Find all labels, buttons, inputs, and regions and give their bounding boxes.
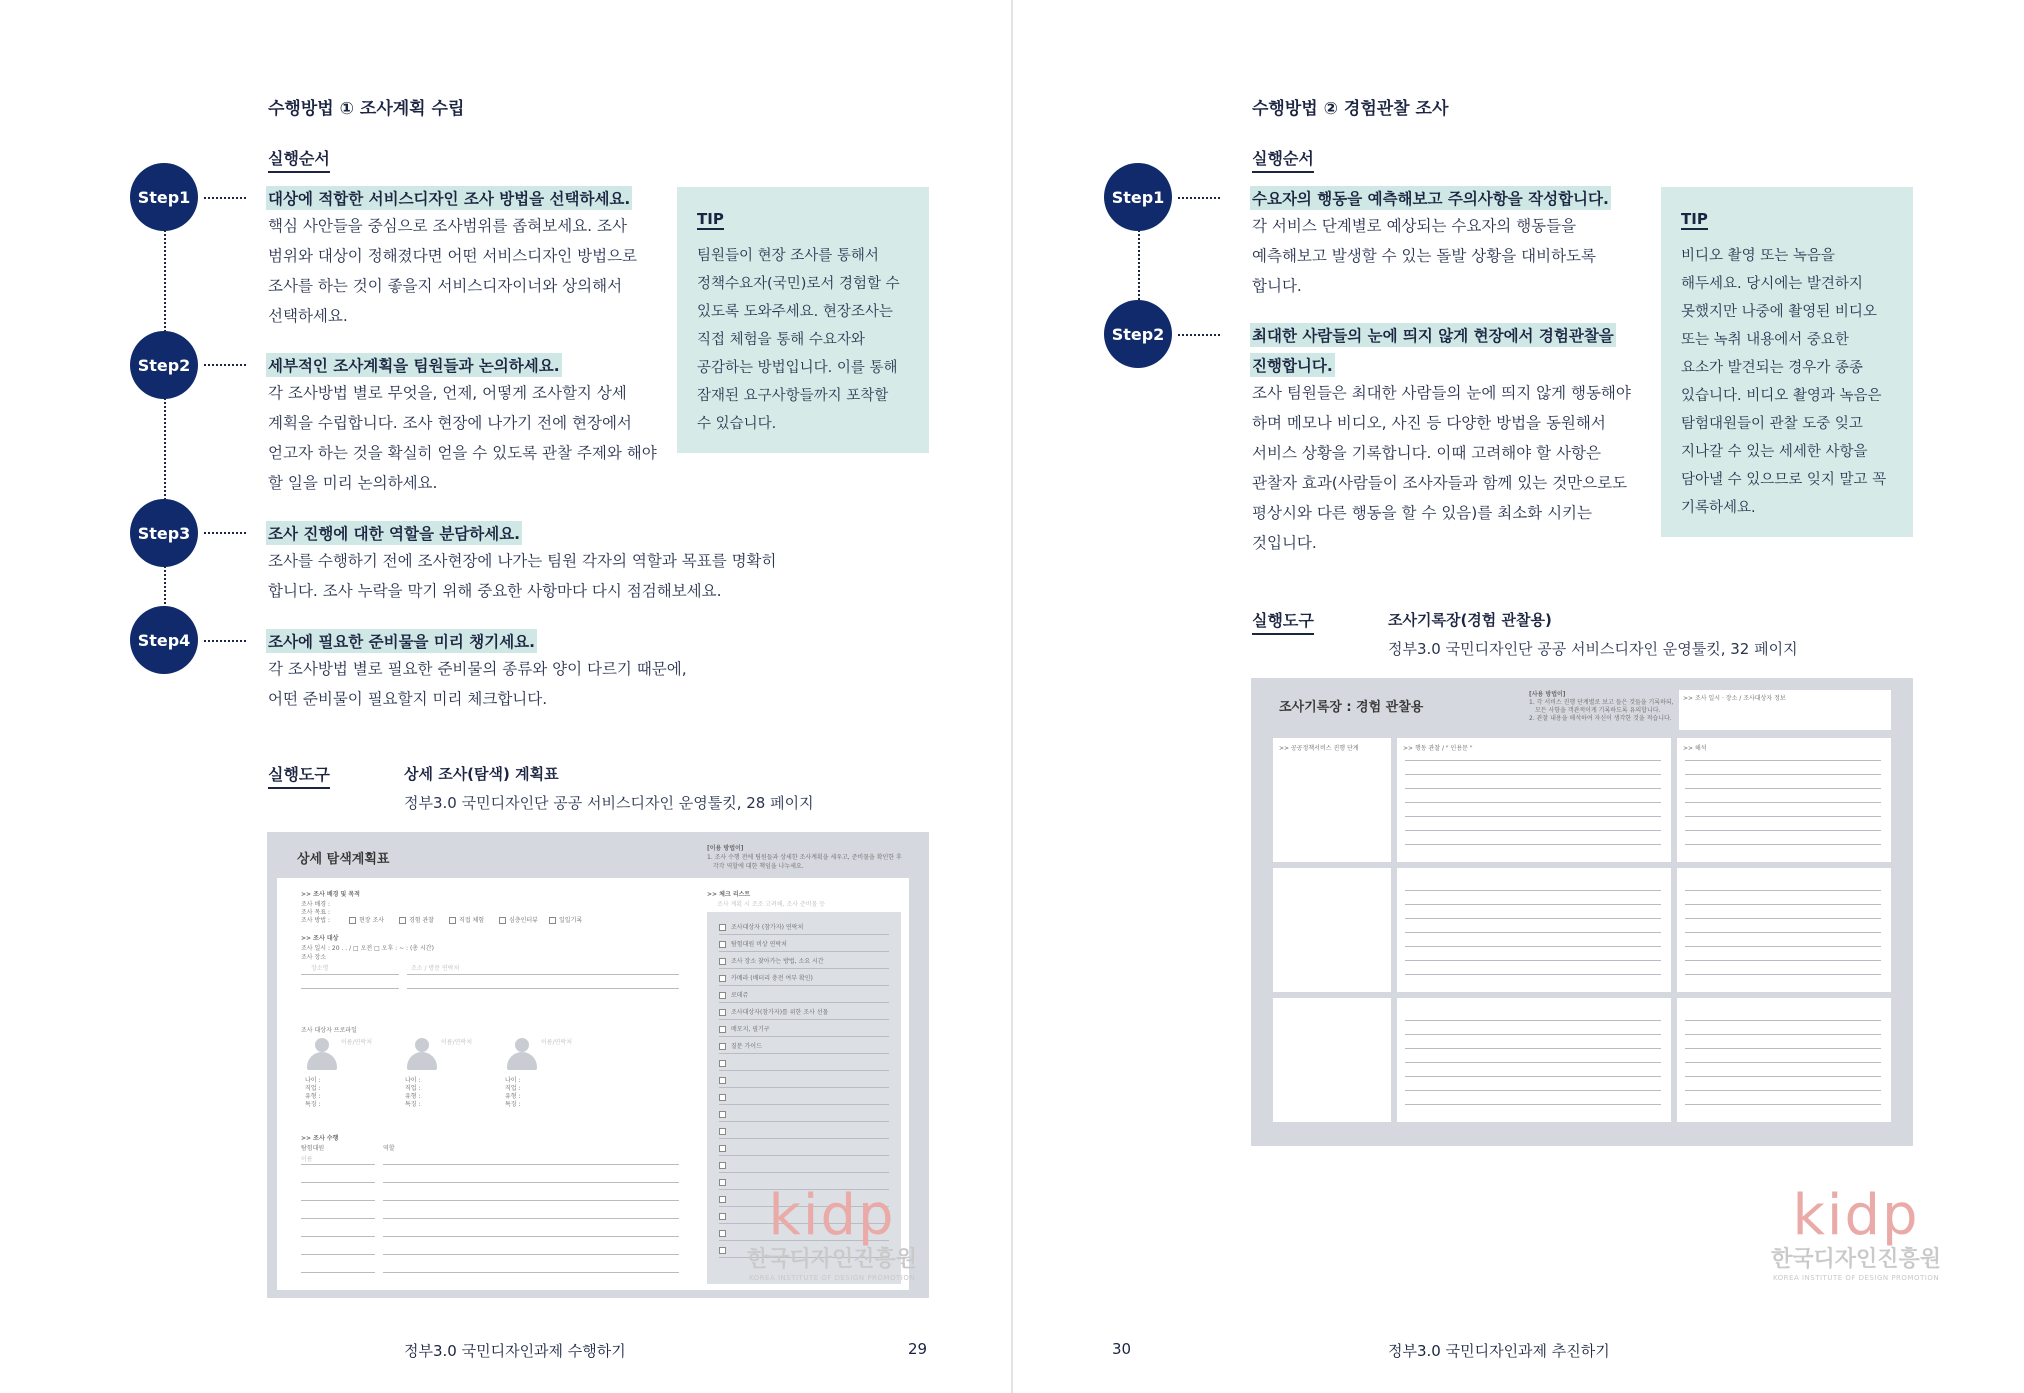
- plan-form-usage-line: 1. 조사 수행 전에 팀원들과 상세한 조사계획을 세우고, 준비물을 확인한 후: [707, 854, 902, 861]
- form-line: [301, 1254, 375, 1255]
- step-2-badge: Step2: [130, 331, 198, 399]
- section-label-tools: 실행도구: [1252, 608, 1314, 635]
- record-form-title: 조사기록장 : 경험 관찰용: [1279, 700, 1424, 715]
- interpretation-cell: [1677, 868, 1891, 992]
- person-silhouette: [505, 1038, 539, 1072]
- kidp-logo: [1766, 1183, 1946, 1282]
- plan-form-usage-line: 각각 역할에 대한 책임을 나누세요.: [713, 863, 804, 870]
- stage-header: >> 공공정책서비스 진행 단계: [1279, 745, 1359, 752]
- interpretation-cell: [1677, 998, 1891, 1122]
- plan-form-bg-row: 조사 방법 :: [301, 917, 331, 924]
- step-2-badge: Step2: [1104, 300, 1172, 368]
- step-3-leader: [204, 532, 246, 534]
- step-1-badge: Step1: [130, 163, 198, 231]
- person-field: 특징 :: [405, 1101, 421, 1108]
- section-label-steps: 실행순서: [1252, 146, 1314, 173]
- right-page: [1012, 0, 2024, 1393]
- plan-form-place-hint: 장소명: [311, 965, 329, 972]
- person-field: 유형 :: [505, 1093, 521, 1100]
- plan-form-bg-row: 조사 목표 :: [301, 909, 331, 916]
- tip-title: TIP: [1681, 210, 1708, 228]
- form-line: [301, 974, 399, 975]
- plan-form-title: 상세 탐색계획표: [297, 852, 390, 867]
- record-info-box: [1679, 690, 1891, 730]
- person-field: 나이 :: [505, 1077, 521, 1084]
- checklist-item: 로데쥬: [731, 992, 749, 999]
- checklist-item: 조사대상자(참가자)를 위한 조사 선물: [731, 1009, 829, 1016]
- record-form-thumbnail: [1251, 678, 1913, 1146]
- form-line: [301, 1182, 375, 1183]
- method-label: 심층인터뷰: [509, 917, 538, 924]
- plan-form-bg-title: >> 조사 배경 및 목적: [301, 891, 360, 898]
- tool-reference: 정부3.0 국민디자인단 공공 서비스디자인 운영툴킷, 28 페이지: [404, 794, 814, 812]
- person-silhouette: [405, 1038, 439, 1072]
- page-heading: 수행방법 ② 경험관찰 조사: [1252, 99, 1449, 119]
- step-2-body: 조사 팀원들은 최대한 사람들의 눈에 띄지 않게 행동해야 하며 메모나 비디오, 사진 등 다양한 방법을 동원해서 서비스 상황을 기록합니다. 이때 고려해야 할 사항은 관찰자 효과(사람들이 조사자들과 함께 있는 것만으로도 평상시와 다른 행동을 할 수 있음)를 최소화 시키는 것입니다.: [1252, 384, 1631, 552]
- step-4-badge: Step4: [130, 606, 198, 674]
- plan-form-usage-title: [이용 방법이]: [707, 845, 744, 852]
- interpretation-cell: [1677, 738, 1891, 862]
- plan-form-exec-title: >> 조사 수행: [301, 1135, 339, 1142]
- stage-cell: [1273, 868, 1391, 992]
- method-label: 현장 조사: [359, 917, 385, 924]
- step-1-body: 각 서비스 단계별로 예상되는 수요자의 행동들을 예측해보고 발생할 수 있는 돌발 상황을 대비하도록 합니다.: [1252, 217, 1596, 295]
- person-field: 유형 :: [405, 1093, 421, 1100]
- person-field: 나이 :: [305, 1077, 321, 1084]
- observation-cell: [1397, 868, 1671, 992]
- form-line: [301, 1200, 375, 1201]
- stage-cell: [1273, 998, 1391, 1122]
- person-field: 직업 :: [305, 1085, 321, 1092]
- plan-form-team-label: 탐험대원: [301, 1145, 325, 1152]
- section-label-tools: 실행도구: [268, 762, 330, 789]
- step-1-title: 대상에 적합한 서비스디자인 조사 방법을 선택하세요.: [266, 186, 632, 210]
- checklist-title: >> 체크 리스트: [707, 891, 751, 898]
- form-line: [301, 1164, 375, 1165]
- form-line: [383, 1164, 679, 1165]
- form-line: [383, 1254, 679, 1255]
- kidp-logo-name-en: KOREA INSTITUTE OF DESIGN PROMOTION: [748, 1274, 916, 1282]
- record-form-usage-line: 모든 사항을 객관적이게 기록하도록 유의합니다.: [1535, 707, 1661, 714]
- step-1-leader: [204, 197, 246, 199]
- page-number: 29: [908, 1340, 928, 1358]
- form-line: [301, 1218, 375, 1219]
- method-checkbox: [549, 917, 556, 924]
- checklist-item: 메모지, 필기구: [731, 1026, 770, 1033]
- checklist-hint: 조사 계획 시 조조 고려해, 조사 준비물 등: [717, 901, 825, 908]
- method-checkbox: [499, 917, 506, 924]
- form-line: [383, 1200, 679, 1201]
- interpretation-header: >> 해석: [1683, 745, 1707, 752]
- tip-body: 팀원들이 현장 조사를 통해서 정책수요자(국민)로서 경험할 수 있도록 도와주세요. 현장조사는 직접 체험을 통해 수요자와 공감하는 방법입니다. 이를 통해 잠재된 요구사항들까지 포착할 수 있습니다.: [697, 248, 900, 432]
- person-hint: 이름/연락처: [441, 1039, 473, 1046]
- kidp-logo-name-kr: 한국디자인진흥원: [1770, 1247, 1942, 1272]
- step-3-title: 조사 진행에 대한 역할을 분담하세요.: [266, 521, 522, 545]
- plan-form-profile-title: 조사 대상자 프로파일: [301, 1027, 357, 1034]
- plan-form-target-title: >> 조사 대상: [301, 935, 339, 942]
- step-1-title: 수요자의 행동을 예측해보고 주의사항을 작성합니다.: [1250, 186, 1611, 210]
- step-1-body: 핵심 사안들을 중심으로 조사범위를 좁혀보세요. 조사 범위와 대상이 정해졌다면 어떤 서비스디자인 방법으로 조사를 하는 것이 좋을지 서비스디자이너와 상의해서 선택하세요.: [268, 217, 638, 325]
- step-connector: [164, 230, 166, 640]
- tip-box: [677, 187, 929, 453]
- method-checkbox: [399, 917, 406, 924]
- kidp-logo-name-en: KOREA INSTITUTE OF DESIGN PROMOTION: [1772, 1274, 1940, 1282]
- stage-cell: [1273, 738, 1391, 862]
- checklist-item: 카메라 (배터리 충전 여부 확인): [731, 975, 813, 982]
- checklist-item: 조사 장소 찾아가는 방법, 소요 시간: [731, 958, 824, 965]
- person-field: 직업 :: [505, 1085, 521, 1092]
- person-field: 특징 :: [305, 1101, 321, 1108]
- method-label: 경험 관찰: [409, 917, 435, 924]
- tool-name: 상세 조사(탐색) 계획표: [404, 765, 559, 783]
- step-4-leader: [204, 640, 246, 642]
- plan-form-name-hint: 이름: [301, 1156, 313, 1163]
- method-label: 직접 체험: [459, 917, 485, 924]
- observation-cell: [1397, 998, 1671, 1122]
- tip-title: TIP: [697, 210, 724, 228]
- form-line: [301, 1272, 375, 1273]
- form-line: [383, 1272, 679, 1273]
- kidp-logo-mark: kidp: [1792, 1183, 1920, 1248]
- method-checkbox: [349, 917, 356, 924]
- plan-form-date: 조사 일시 : 20 . . / □ 오전 □ 오후 : ~ : (총 시간): [301, 945, 434, 952]
- form-line: [301, 988, 399, 989]
- step-2-leader: [204, 364, 246, 366]
- person-field: 나이 :: [405, 1077, 421, 1084]
- person-hint: 이름/연락처: [341, 1039, 373, 1046]
- step-connector: [1138, 230, 1140, 300]
- method-checkbox: [449, 917, 456, 924]
- form-line: [301, 1236, 375, 1237]
- step-2-leader: [1178, 334, 1220, 336]
- record-form-usage-title: [사용 방법이]: [1529, 691, 1566, 698]
- record-info-label: >> 조사 일시 · 장소 / 조사대상자 정보: [1683, 695, 1786, 702]
- form-line: [407, 988, 679, 989]
- tool-name: 조사기록장(경험 관찰용): [1388, 611, 1552, 629]
- kidp-logo-name-kr: 한국디자인진흥원: [746, 1247, 918, 1272]
- checklist-item: 질문 가이드: [731, 1043, 762, 1050]
- form-line: [383, 1182, 679, 1183]
- tip-body: 비디오 촬영 또는 녹음을 해두세요. 당시에는 발견하지 못했지만 나중에 촬영된 비디오 또는 녹취 내용에서 중요한 요소가 발견되는 경우가 종종 있습니다. 비디오 촬영과 녹음은 탐험대원들이 관찰 도중 잊고 지나갈 수 있는 세세한 사항을 담아낼 수 있으므로 잊지 말고 꼭 기록하세요.: [1681, 248, 1887, 516]
- step-3-badge: Step3: [130, 499, 198, 567]
- plan-form-place-hint: 조소 / 방문 연락처: [411, 965, 460, 972]
- person-field: 직업 :: [405, 1085, 421, 1092]
- step-2-body: 각 조사방법 별로 무엇을, 언제, 어떻게 조사할지 상세 계획을 수립합니다. 조사 현장에 나가기 전에 현장에서 얻고자 하는 것을 확실히 얻을 수 있도록 관찰 주제와 해야 할 일을 미리 논의하세요.: [268, 384, 657, 492]
- plan-form-role-label: 역할: [383, 1145, 395, 1152]
- step-2-title-line-2: 진행합니다.: [1250, 353, 1335, 377]
- plan-form-place-label: 조사 장소: [301, 954, 327, 961]
- record-form-usage-line: 2. 관찰 내용을 해석하여 자신이 생각한 것을 적습니다.: [1529, 715, 1672, 722]
- section-label-steps: 실행순서: [268, 146, 330, 173]
- step-4-body: 각 조사방법 별로 필요한 준비물의 종류와 양이 다르기 때문에, 어떤 준비물이 필요할지 미리 체크합니다.: [268, 660, 687, 708]
- person-field: 특징 :: [505, 1101, 521, 1108]
- page-footer: 정부3.0 국민디자인과제 수행하기: [404, 1342, 626, 1360]
- form-line: [407, 974, 679, 975]
- kidp-logo-mark: kidp: [768, 1183, 896, 1248]
- tip-box: [1661, 187, 1913, 537]
- person-silhouette: [305, 1038, 339, 1072]
- checklist-item: 탐험대원 비상 연락처: [731, 941, 787, 948]
- step-2-title: 세부적인 조사계획을 팀원들과 논의하세요.: [266, 353, 562, 377]
- observation-header: >> 행동 관찰 / " 인용문 ": [1403, 745, 1473, 752]
- method-label: 일일기록: [559, 917, 583, 924]
- page-heading: 수행방법 ① 조사계획 수립: [268, 99, 465, 119]
- step-4-title: 조사에 필요한 준비물을 미리 챙기세요.: [266, 629, 537, 653]
- checklist-item: 조사대상자 (참가자) 연락처: [731, 924, 804, 931]
- step-1-badge: Step1: [1104, 163, 1172, 231]
- person-hint: 이름/연락처: [541, 1039, 573, 1046]
- tool-reference: 정부3.0 국민디자인단 공공 서비스디자인 운영툴킷, 32 페이지: [1388, 640, 1798, 658]
- person-field: 유형 :: [305, 1093, 321, 1100]
- step-2-title-line-1: 최대한 사람들의 눈에 띄지 않게 현장에서 경험관찰을: [1250, 323, 1616, 347]
- step-3-body: 조사를 수행하기 전에 조사현장에 나가는 팀원 각자의 역할과 목표를 명확히 합니다. 조사 누락을 막기 위해 중요한 사항마다 다시 점검해보세요.: [268, 552, 777, 600]
- plan-form-bg-row: 조사 배경 :: [301, 901, 331, 908]
- form-line: [383, 1218, 679, 1219]
- observation-cell: [1397, 738, 1671, 862]
- kidp-logo: [742, 1183, 922, 1282]
- record-form-usage-line: 1. 각 서비스 진행 단계별로 보고 들은 것들을 기록하되,: [1529, 699, 1674, 706]
- page-footer: 정부3.0 국민디자인과제 추진하기: [1388, 1342, 1610, 1360]
- page-number: 30: [1112, 1340, 1132, 1358]
- form-line: [383, 1236, 679, 1237]
- step-1-leader: [1178, 197, 1220, 199]
